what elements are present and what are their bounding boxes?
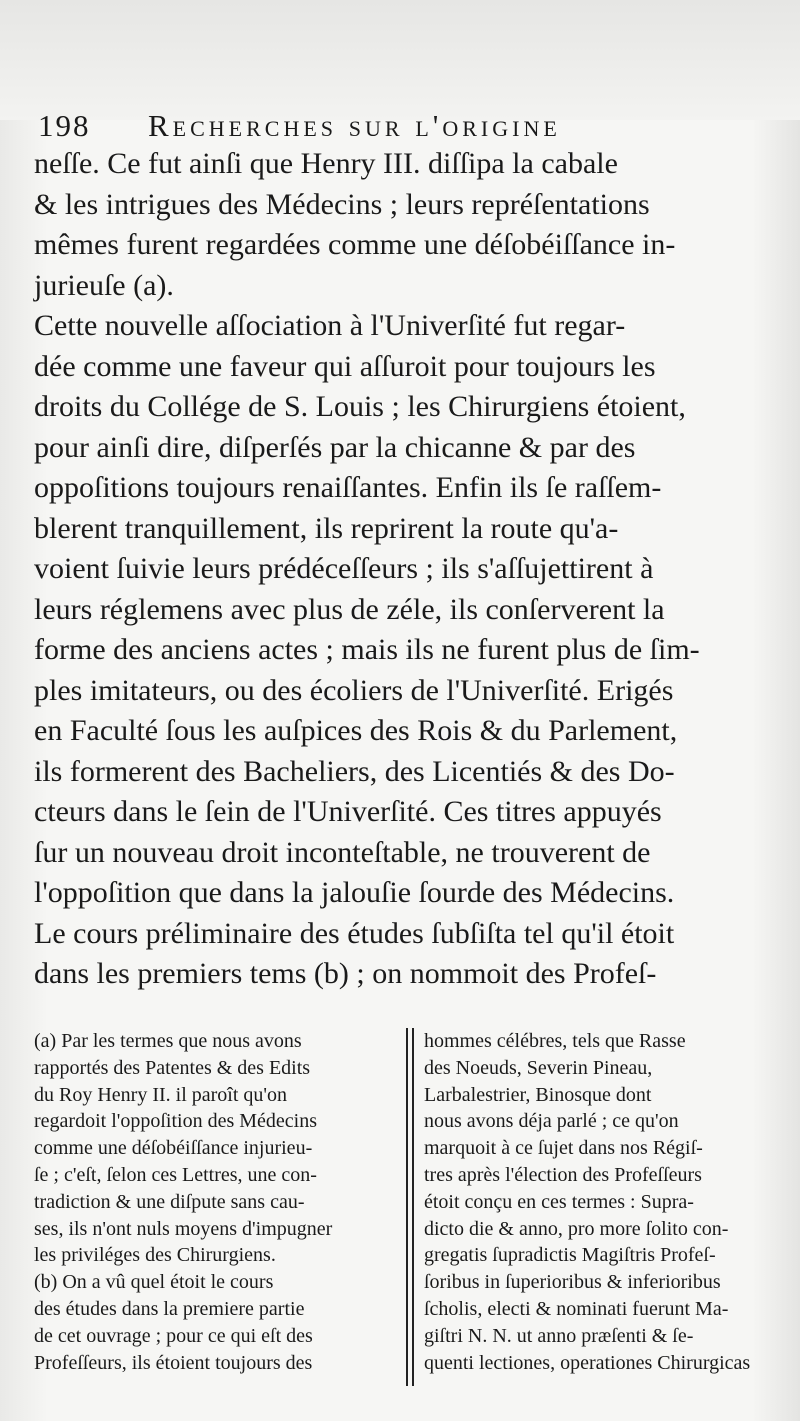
text-line: ſur un nouveau droit inconteſtable, ne trouverent de — [34, 835, 651, 869]
footnote-line: Profeſſeurs, ils étoient toujours des — [34, 1351, 313, 1374]
page-top-shadow — [0, 0, 800, 120]
page-number: 198 — [38, 108, 91, 143]
footnote-line: des Noeuds, Severin Pineau, — [424, 1056, 653, 1079]
footnote-line: des études dans la premiere partie — [34, 1297, 305, 1320]
footnote-line: ſoribus in ſuperioribus & inferioribus — [424, 1271, 721, 1294]
footnote-line: comme une déſobéiſſance injurieu- — [34, 1137, 313, 1160]
text-line: l'oppoſition que dans la jalouſie ſourde des Médecins. — [34, 876, 675, 909]
text-line: dée comme une faveur qui aſſuroit pour toujours les — [34, 349, 656, 383]
text-line: oppoſitions toujours renaiſſantes. Enfin ils ſe raſſem- — [34, 471, 662, 504]
footnote-line: quenti lectiones, operationes Chirurgicas — [424, 1351, 751, 1374]
main-text — [34, 144, 764, 995]
text-line: leurs réglemens avec plus de zéle, ils conſerverent la — [34, 592, 665, 626]
text-line: blerent tranquillement, ils reprirent la route qu'a- — [34, 511, 619, 545]
footnote-line: étoit conçu en ces termes : Supra- — [424, 1190, 694, 1213]
footnotes-right-column — [424, 1028, 770, 1376]
footnote-line: dicto die & anno, pro more ſolito con- — [424, 1217, 729, 1240]
text-line: pour ainſi dire, diſperſés par la chicanne & par des — [34, 430, 636, 464]
text-line: en Faculté ſous les auſpices des Rois & du Parlement, — [34, 714, 678, 747]
footnote-line: (b) On a vû quel étoit le cours — [34, 1271, 274, 1294]
text-line: Le cours préliminaire des études ſubſiſta tel qu'il étoit — [34, 916, 675, 950]
footnote-line: marquoit à ce ſujet dans nos Régiſ- — [424, 1137, 703, 1160]
text-line: jurieuſe (a). — [34, 268, 174, 302]
text-line: Cette nouvelle aſſociation à l'Univerſité fut regar- — [34, 309, 626, 342]
text-line: ples imitateurs, ou des écoliers de l'Univerſité. Erigés — [34, 673, 674, 707]
text-line: droits du Collége de S. Louis ; les Chirurgiens étoient, — [34, 390, 686, 423]
footnote-line: ses, ils n'ont nuls moyens d'impugner — [34, 1217, 333, 1240]
footnote-line: regardoit l'oppoſition des Médecins — [34, 1110, 317, 1133]
footnote-line: du Roy Henry II. il paroît qu'on — [34, 1083, 288, 1106]
text-line: & les intrigues des Médecins ; leurs repréſentations — [34, 187, 650, 221]
running-title: Recherches sur l'origine — [148, 108, 561, 143]
footnote-line: (a) Par les termes que nous avons — [34, 1030, 302, 1052]
footnotes — [34, 1028, 770, 1388]
footnote-line: tradiction & une diſpute sans cau- — [34, 1190, 305, 1213]
text-line: ils formerent des Bacheliers, des Licentiés & des Do- — [34, 754, 675, 788]
footnote-line: ſe ; c'eſt, ſelon ces Lettres, une con- — [34, 1163, 317, 1186]
footnote-line: giſtri N. N. ut anno præſenti & ſe- — [424, 1324, 694, 1347]
footnote-line: les priviléges des Chirurgiens. — [34, 1244, 276, 1267]
footnote-line: nous avons déja parlé ; ce qu'on — [424, 1110, 679, 1133]
text-line: voient ſuivie leurs prédéceſſeurs ; ils s'aſſujettirent à — [34, 552, 654, 585]
text-line: mêmes furent regardées comme une déſobéiſſance in- — [34, 228, 676, 261]
footnote-line: ſcholis, electi & nominati fuerunt Ma- — [424, 1297, 729, 1320]
footnote-line: tres après l'élection des Profeſſeurs — [424, 1163, 702, 1186]
footnotes-left-column — [34, 1028, 394, 1376]
running-header — [38, 108, 758, 148]
text-line: dans les premiers tems (b) ; on nommoit des Profeſ- — [34, 957, 657, 990]
footnote-line: Larbalestrier, Binosque dont — [424, 1083, 652, 1106]
column-divider — [406, 1028, 414, 1386]
text-line: forme des anciens actes ; mais ils ne furent plus de ſim- — [34, 633, 700, 666]
footnote-line: rapportés des Patentes & des Edits — [34, 1056, 311, 1079]
footnote-line: hommes célébres, tels que Rasse — [424, 1030, 686, 1052]
footnote-line: de cet ouvrage ; pour ce qui eſt des — [34, 1324, 313, 1347]
text-line: cteurs dans le ſein de l'Univerſité. Ces titres appuyés — [34, 795, 662, 828]
footnote-line: gregatis ſupradictis Magiſtris Profeſ- — [424, 1244, 716, 1267]
text-line: neſſe. Ce fut ainſi que Henry III. diſſipa la cabale — [34, 147, 618, 180]
